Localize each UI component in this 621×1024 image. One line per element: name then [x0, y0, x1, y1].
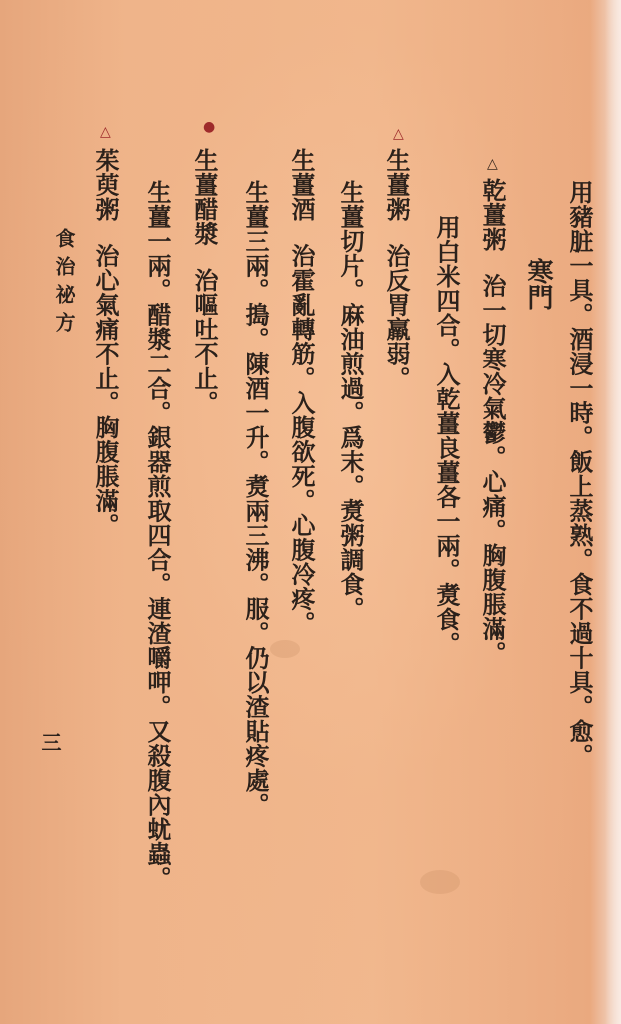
- recipe-title: 茱萸粥: [91, 148, 120, 222]
- column-9: [190, 148, 219, 415]
- column-3: [478, 178, 507, 666]
- circle-bullet-icon: △: [487, 156, 498, 172]
- column-10: [143, 180, 172, 891]
- recipe-indication: 治嘔吐不止。: [190, 268, 219, 415]
- page-number: [40, 732, 60, 752]
- page-edge: [605, 0, 621, 1024]
- section-header: 寒門: [523, 258, 553, 310]
- recipe-indication: 治反胃羸弱。: [382, 243, 411, 391]
- recipe-title: 生薑醋漿: [190, 148, 219, 246]
- recipe-line: 生薑三兩。搗。陳酒一升。煑兩三沸。服。仍以渣貼疼處。: [241, 180, 270, 817]
- recipe-title: 生薑酒: [287, 148, 316, 222]
- recipe-indication: 治心氣痛不止。胸腹脹滿。: [91, 243, 120, 538]
- column-11: [91, 148, 120, 538]
- recipe-line: 用白米四合。入乾薑良薑各一兩。煑食。: [432, 215, 461, 656]
- recipe-indication: 治一切寒冷氣鬱。心痛。胸腹脹滿。: [478, 273, 507, 666]
- column-5: [382, 148, 411, 391]
- recipe-line: 生薑一兩。醋漿二合。銀器煎取四合。連渣嚼呷。又殺腹內蚘蟲。: [143, 180, 172, 891]
- column-8: [241, 180, 270, 817]
- column-6: [336, 180, 365, 621]
- recipe-line: 用豬脏一具。酒浸一時。飯上蒸熟。食不過十具。愈。: [565, 180, 594, 768]
- circle-bullet-icon: △: [100, 124, 111, 140]
- recipe-line: 生薑切片。麻油煎過。爲末。煑粥調食。: [336, 180, 365, 621]
- stain: [270, 640, 300, 658]
- circle-bullet-icon: △: [393, 126, 404, 142]
- page-number-text: 三: [38, 732, 62, 752]
- column-2: [525, 258, 551, 310]
- column-1: [565, 180, 594, 768]
- column-7: [287, 148, 316, 636]
- recipe-indication: 治霍亂轉筋。入腹欲死。心腹冷疼。: [287, 243, 316, 636]
- recipe-title: 乾薑粥: [478, 178, 507, 252]
- dot-bullet-icon: ●: [203, 119, 216, 135]
- recipe-title: 生薑粥: [382, 148, 411, 222]
- running-title: [54, 228, 74, 340]
- column-4: [432, 215, 461, 656]
- running-title-text: 食治祕方: [52, 228, 76, 340]
- stain: [420, 870, 460, 894]
